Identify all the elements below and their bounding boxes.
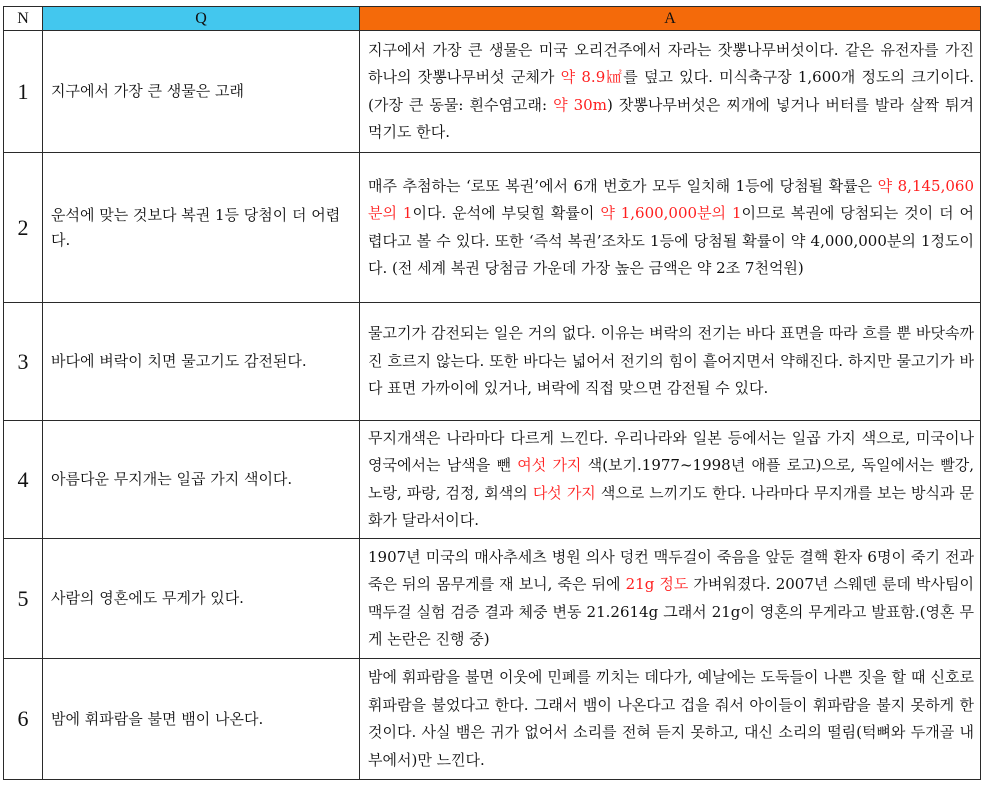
highlighted-answer-text: 약 8,145,060분의 1	[368, 176, 974, 222]
highlighted-answer-text: 다섯 가지	[532, 483, 596, 502]
highlighted-answer-text: 약 1,600,000분의 1	[600, 204, 742, 222]
table-row	[4, 539, 981, 659]
question-cell: 지구에서 가장 큰 생물은 고래	[43, 31, 360, 153]
answer-text: 를 덮고 있다. 미식축구장 1,600개 정도의 크기이다.(가장 큰 동물: 흰수염고래:	[368, 68, 974, 114]
answer-text: ) 잣뽕나무버섯은 찌개에 넣거나 버터를 발라 살짝 튀겨 먹기도 한다.	[368, 95, 974, 141]
table-row	[4, 659, 981, 780]
highlighted-answer-text: 약 8.9㎢	[560, 68, 624, 86]
row-number: 5	[4, 539, 43, 659]
question-cell: 사람의 영혼에도 무게가 있다.	[43, 539, 360, 659]
table-row	[4, 31, 981, 153]
answer-cell	[360, 421, 981, 539]
question-cell: 아름다운 무지개는 일곱 가지 색이다.	[43, 421, 360, 539]
answer-text: 색(보기.1977~1998년 애플 로고)으로, 독일에서는 빨강, 노랑, 파랑, 검정, 회색의	[368, 456, 974, 502]
answer-text: 밤에 휘파람을 불면 이웃에 민폐를 끼치는 데다가, 예날에는 도둑들이 나쁜 짓을 할 때 신호로 휘파람을 불었다고 한다. 그래서 뱀이 나온다고 겁을 줘서 아이들이 휘파람을 불지 못하게 한 것이다. 사실 뱀은 귀가 없어서 소리를 전혀 듣지 못하고, 대신 소리의 떨림(턱뼈와 두개골 내부에서)만 느낀다.	[368, 668, 974, 769]
row-number: 1	[4, 31, 43, 153]
row-number: 2	[4, 153, 43, 303]
table-row	[4, 153, 981, 303]
row-number: 6	[4, 659, 43, 780]
highlighted-answer-text: 약 30m	[553, 95, 607, 114]
answer-text: 지구에서 가장 큰 생물은 미국 오리건주에서 자라는 잣뽕나무버섯이다. 같은 유전자를 가진 하나의 잣뽕나무버섯 군체가	[368, 40, 974, 86]
header-q: Q	[43, 7, 360, 31]
answer-text: 이다. 운석에 부딪힐 확률이	[412, 204, 601, 222]
table-row	[4, 421, 981, 539]
header-row	[4, 7, 981, 31]
answer-text: 색으로 느끼기도 한다. 나라마다 무지개를 보는 방식과 문화가 달라서이다.	[368, 483, 975, 529]
question-cell: 바다에 벼락이 치면 물고기도 감전된다.	[43, 303, 360, 421]
answer-text: 가벼워졌다. 2007년 스웨덴 룬데 박사팀이 맥두걸 실험 검증 결과 체중 변동 21.2614g 그래서 21g이 영혼의 무게라고 발표함.(영혼 무게 논란은 진행 중)	[368, 575, 975, 648]
qa-table	[3, 6, 981, 780]
table-row	[4, 303, 981, 421]
question-cell: 운석에 맞는 것보다 복권 1등 당첨이 더 어렵다.	[43, 153, 360, 303]
header-n: N	[4, 7, 43, 31]
question-cell: 밤에 휘파람을 불면 뱀이 나온다.	[43, 659, 360, 780]
highlighted-answer-text: 21g 정도	[625, 575, 689, 593]
answer-text: 무지개색은 나라마다 다르게 느낀다. 우리나라와 일본 등에서는 일곱 가지 색으로, 미국이나 영국에서는 남색을 뺀	[368, 428, 974, 474]
answer-text: 매주 추첨하는 ‘로또 복권’에서 6개 번호가 모두 일치해 1등에 당첨될 확률은	[368, 176, 878, 195]
answer-cell	[360, 539, 981, 659]
answer-cell	[360, 303, 981, 421]
answer-text: 1907년 미국의 매사추세츠 병원 의사 덩컨 맥두걸이 죽음을 앞둔 결핵 환자 6명이 죽기 전과 죽은 뒤의 몸무게를 재 보니, 죽은 뒤에	[368, 547, 974, 593]
answer-cell	[360, 31, 981, 153]
answer-cell	[360, 153, 981, 303]
highlighted-answer-text: 여섯 가지	[517, 456, 582, 474]
answer-text: 물고기가 감전되는 일은 거의 없다. 이유는 벼락의 전기는 바다 표면을 따라 흐를 뿐 바닷속까진 흐르지 않는다. 또한 바다는 넓어서 전기의 힘이 흩어지면서 약해진다. 하지만 물고기가 바다 표면 가까이에 있거나, 벼락에 직접 맞으면 감전될 수 있다.	[368, 324, 974, 398]
answer-cell	[360, 659, 981, 780]
answer-text: 이므로 복권에 당첨되는 것이 더 어렵다고 볼 수 있다. 또한 ‘즉석 복권’조차도 1등에 당첨될 확률이 약 4,000,000분의 1정도이다. (전 세계 복권 당첨금 가운데 가장 높은 금액은 약 2조 7천억원)	[368, 204, 974, 277]
row-number: 3	[4, 303, 43, 421]
row-number: 4	[4, 421, 43, 539]
header-a: A	[360, 7, 981, 31]
